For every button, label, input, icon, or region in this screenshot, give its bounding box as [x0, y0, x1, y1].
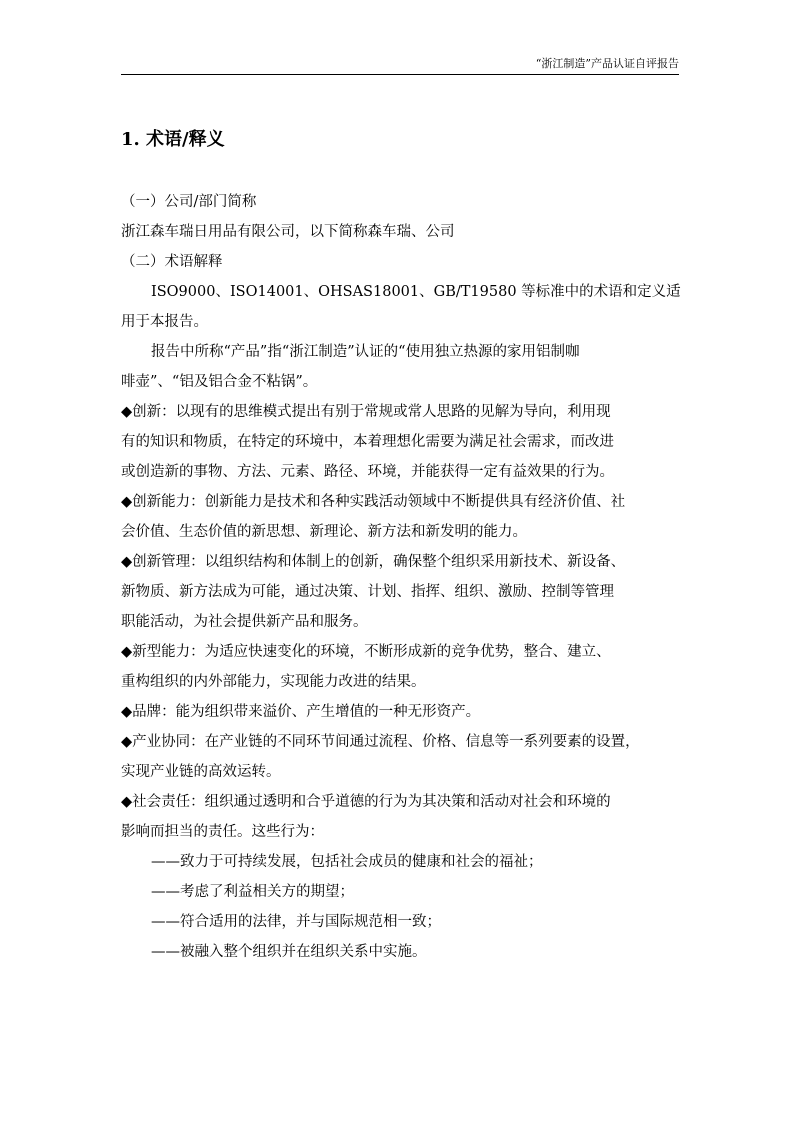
running-header: “浙江制造”产品认证自评报告 [535, 57, 679, 70]
subheading-terms: （二）术语解释 [121, 254, 223, 270]
paragraph-line: ISO9000、ISO14001、OHSAS18001、GB/T19580 等标准中的术语和定义适 [151, 284, 681, 300]
paragraph-line: 报告中所称“产品”指“浙江制造”认证的“使用独立热源的家用铝制咖 [151, 344, 580, 360]
dash-list-item: ——考虑了利益相关方的期望； [151, 884, 354, 900]
definition-line: 新物质、新方法成为可能，通过决策、计划、指挥、组织、激励、控制等管理 [121, 584, 614, 600]
definition-line: 实现产业链的高效运转。 [121, 764, 281, 780]
definition-line: ◆创新能力：创新能力是技术和各种实践活动领域中不断提供具有经济价值、社 [121, 494, 626, 510]
definition-line: ◆创新管理：以组织结构和体制上的创新，确保整个组织采用新技术、新设备、 [121, 554, 626, 570]
subheading-company-abbreviation: （一）公司/部门简称 [121, 194, 257, 210]
definition-line: ◆新型能力：为适应快速变化的环境，不断形成新的竞争优势，整合、建立、 [121, 644, 611, 660]
definition-line: 职能活动，为社会提供新产品和服务。 [121, 614, 368, 630]
definition-line: 会价值、生态价值的新思想、新理论、新方法和新发明的能力。 [121, 524, 527, 540]
definition-line: ◆创新：以现有的思维模式提出有别于常规或常人思路的见解为导向，利用现 [121, 404, 611, 420]
definition-line: ◆品牌：能为组织带来溢价、产生增值的一种无形资产。 [121, 704, 481, 720]
dash-list-item: ——被融入整个组织并在组织关系中实施。 [151, 944, 427, 960]
definition-line: ◆产业协同：在产业链的不同环节间通过流程、价格、信息等一系列要素的设置， [121, 734, 640, 750]
definition-line: 影响而担当的责任。这些行为： [121, 824, 324, 840]
paragraph-company-name: 浙江森车瑞日用品有限公司，以下简称森车瑞、公司 [121, 224, 455, 240]
section-title: 1. 术语/释义 [121, 129, 225, 150]
definition-line: ◆社会责任：组织通过透明和合乎道德的行为为其决策和活动对社会和环境的 [121, 794, 611, 810]
definition-line: 重构组织的内外部能力，实现能力改进的结果。 [121, 674, 426, 690]
paragraph-line: 用于本报告。 [121, 314, 208, 330]
paragraph-line: 啡壶”、“铝及铝合金不粘锅”。 [121, 374, 318, 390]
definition-line: 有的知识和物质，在特定的环境中，本着理想化需要为满足社会需求，而改进 [121, 434, 614, 450]
dash-list-item: ——致力于可持续发展，包括社会成员的健康和社会的福祉； [151, 854, 543, 870]
header-rule [121, 74, 679, 75]
definition-line: 或创造新的事物、方法、元素、路径、环境，并能获得一定有益效果的行为。 [121, 464, 614, 480]
dash-list-item: ——符合适用的法律，并与国际规范相一致； [151, 914, 441, 930]
